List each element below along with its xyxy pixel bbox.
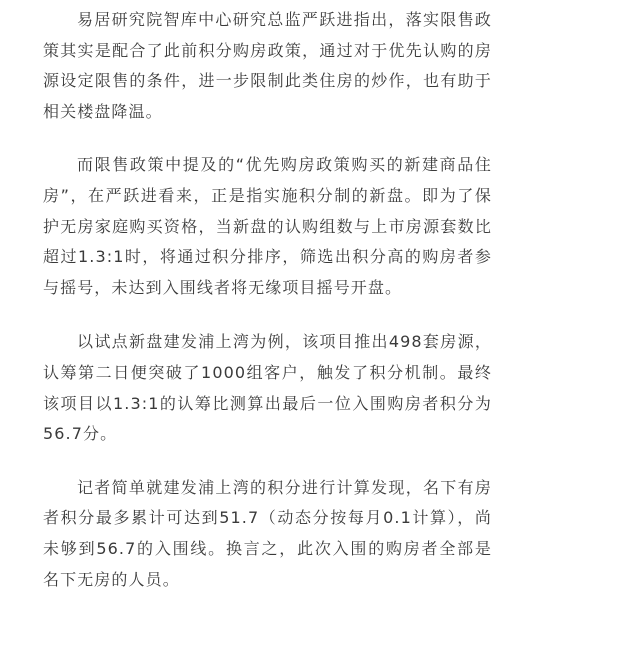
article-paragraph-4: 记者简单就建发浦上湾的积分进行计算发现，名下有房者积分最多累计可达到51.7（动态分按每月0.1计算），尚未够到56.7的入围线。换言之，此次入围的购房者全部是名下无房的人员。: [43, 477, 492, 589]
article-paragraph-3: 以试点新盘建发浦上湾为例，该项目推出498套房源，认筹第二日便突破了1000组客户，触发了积分机制。最终该项目以1.3:1的认筹比测算出最后一位入围购房者积分为56.7分。: [43, 332, 492, 444]
article-paragraph-2: 而限售政策中提及的“优先购房政策购买的新建商品住房”，在严跃进看来，正是指实施积分制的新盘。即为了保护无房家庭购买资格，当新盘的认购组数与上市房源套数比超过1.3:1时，将通过积分排序，筛选出积分高的购房者参与摇号，未达到入围线者将无缘项目摇号开盘。: [43, 155, 492, 297]
article-paragraph-1: 易居研究院智库中心研究总监严跃进指出，落实限售政策其实是配合了此前积分购房政策，通过对于优先认购的房源设定限售的条件，进一步限制此类住房的炒作，也有助于相关楼盘降温。: [43, 10, 492, 121]
